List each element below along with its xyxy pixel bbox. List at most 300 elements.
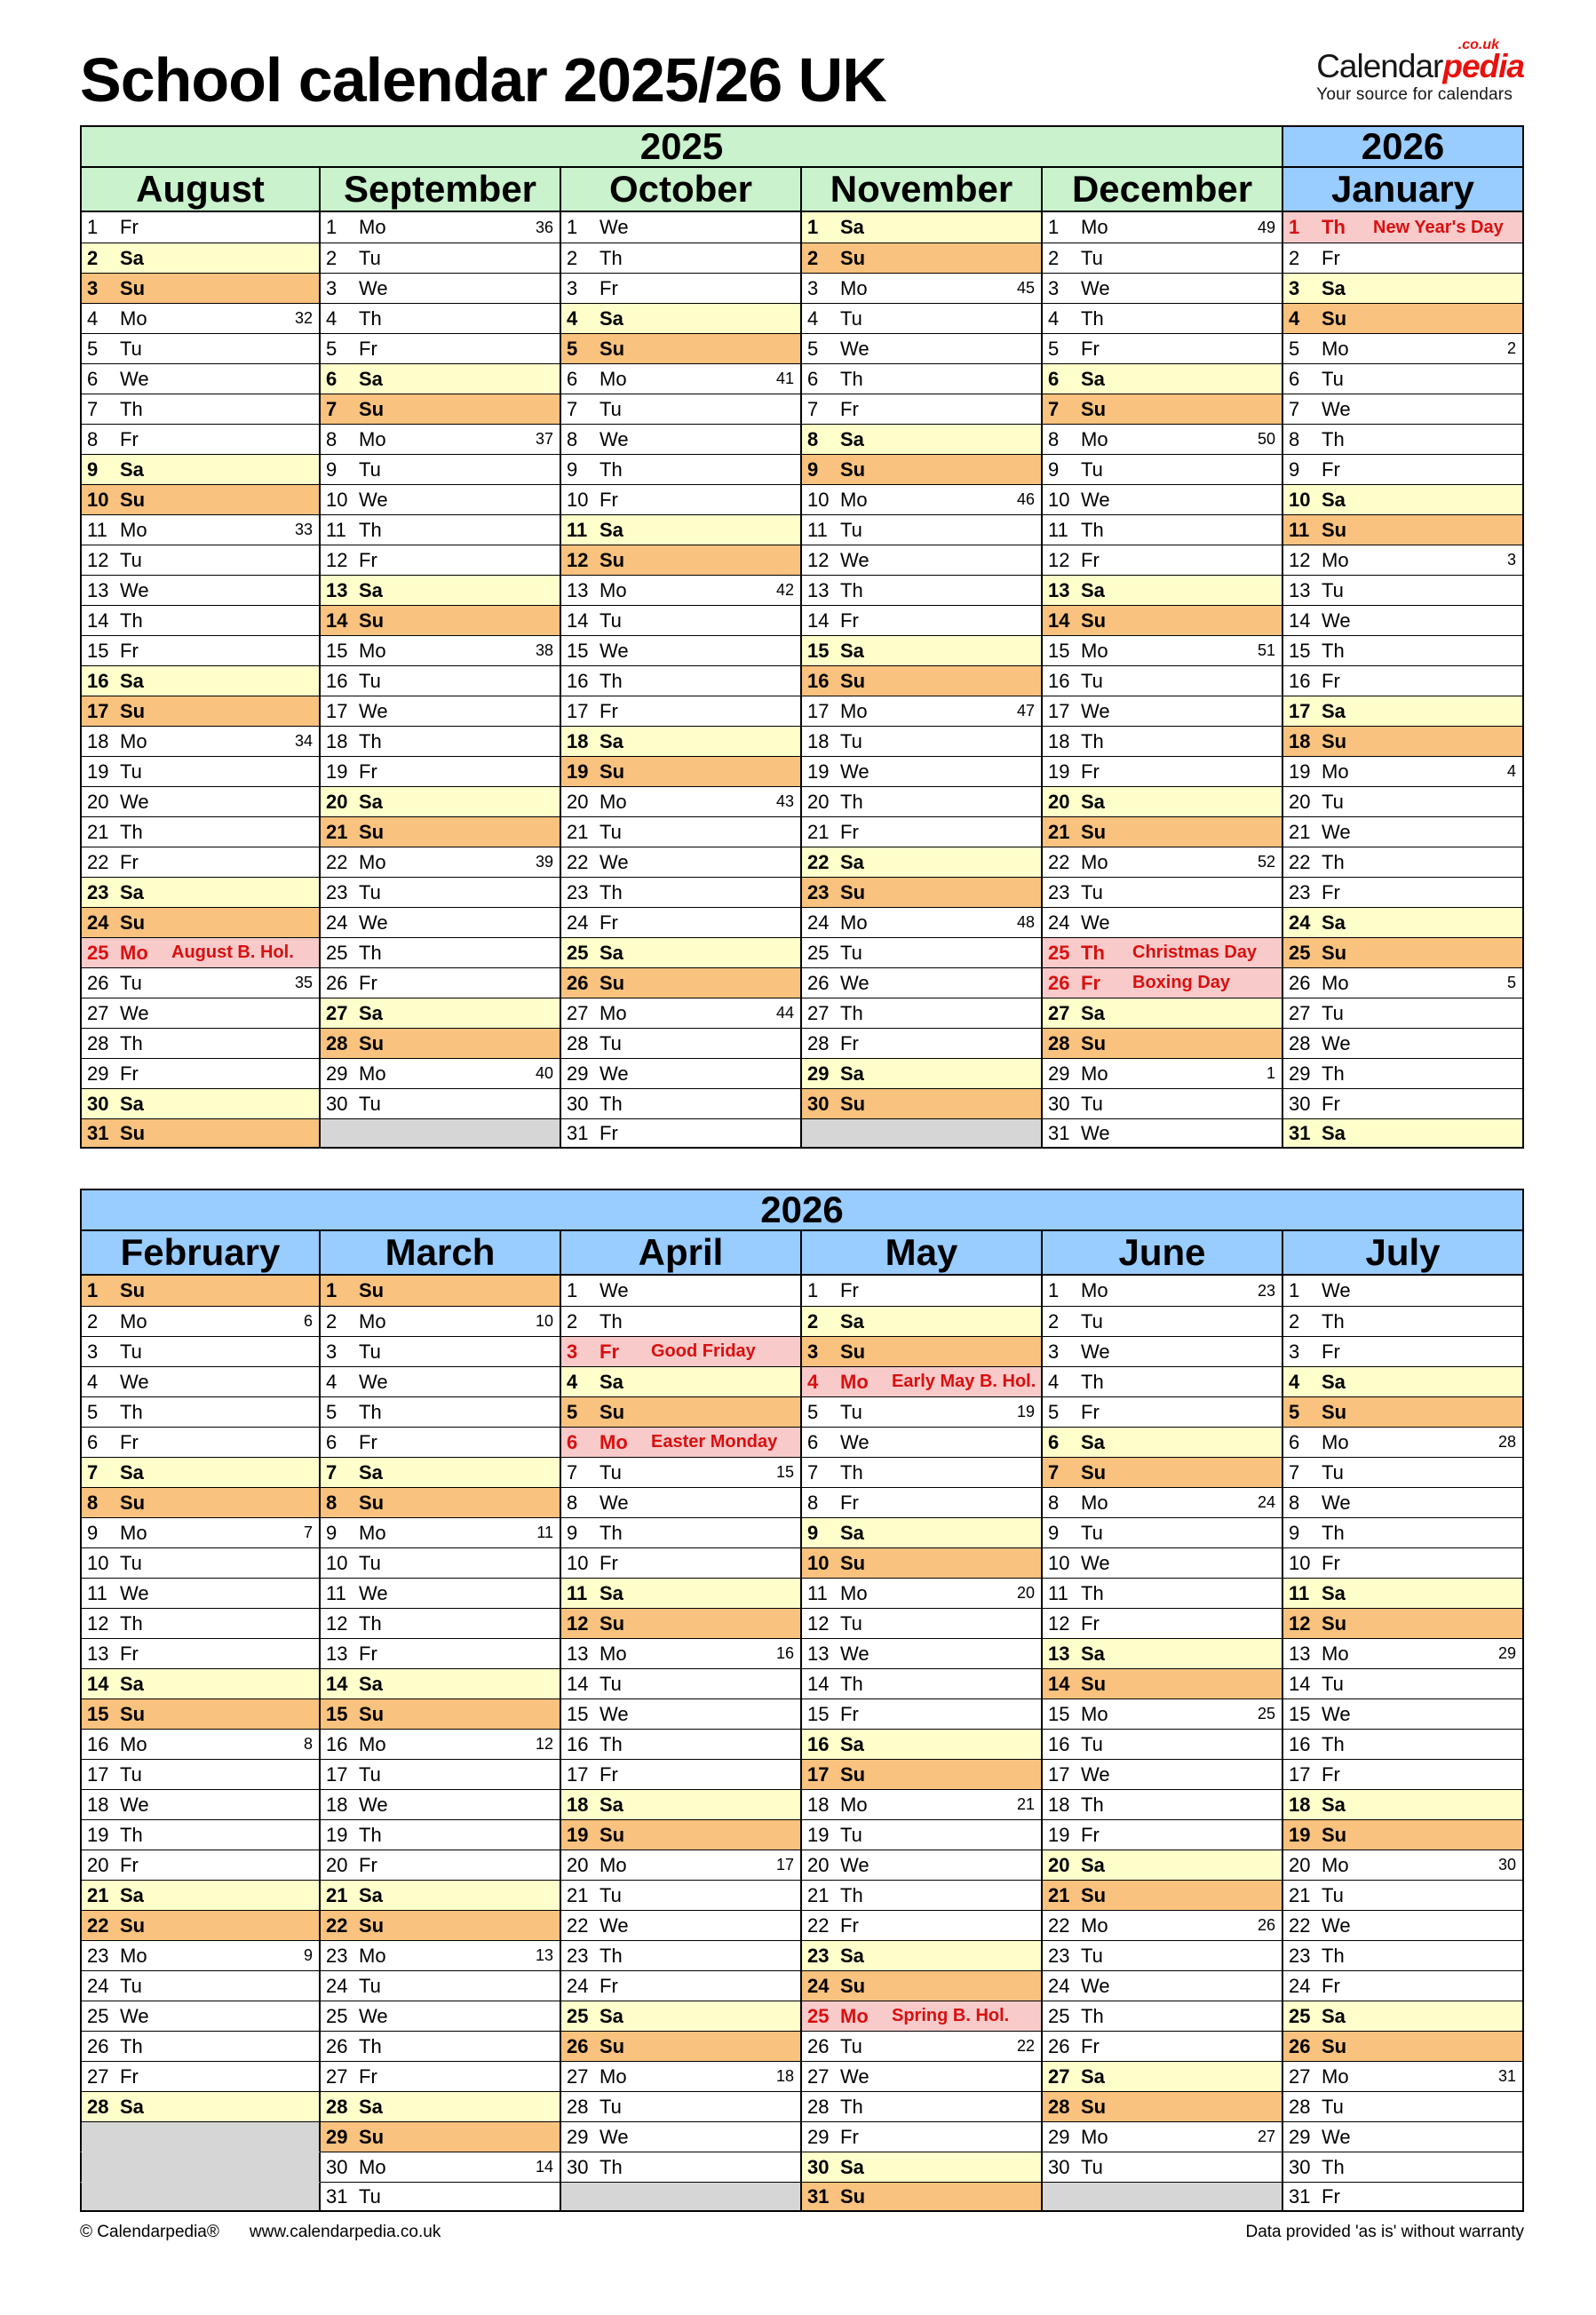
- day-number: 25: [326, 941, 348, 964]
- day-cell-december-4: [1043, 303, 1283, 333]
- day-number: 23: [326, 880, 348, 903]
- day-number: 19: [807, 760, 830, 783]
- day-number: 18: [567, 729, 589, 752]
- month-header-january: January: [1283, 168, 1524, 212]
- weekday-label: Th: [359, 729, 382, 752]
- day-number: 29: [1048, 1062, 1070, 1085]
- weekday-label: Tu: [1322, 1460, 1344, 1484]
- day-number: 16: [1289, 1732, 1311, 1755]
- day-cell-may-24: [802, 1970, 1043, 2001]
- weekday-label: Sa: [840, 1944, 864, 1967]
- day-number: 26: [1048, 2034, 1070, 2057]
- weekday-label: Su: [599, 548, 625, 571]
- weekday-label: Tu: [120, 548, 142, 571]
- day-cell-december-9: [1043, 454, 1283, 484]
- day-cell-january-26: [1283, 967, 1524, 998]
- page-header: [80, 37, 1524, 123]
- day-cell-october-17: [561, 696, 802, 726]
- day-cell-august-23: [80, 877, 321, 907]
- year-band-2026: 2026: [80, 1189, 1524, 1231]
- day-cell-november-21: [802, 816, 1043, 847]
- weekday-label: Sa: [359, 1001, 383, 1024]
- day-cell-january-25: [1283, 937, 1524, 967]
- weekday-label: Tu: [1322, 367, 1344, 390]
- day-cell-march-7: [321, 1457, 561, 1487]
- day-number: 6: [807, 367, 819, 390]
- weekday-label: Tu: [120, 1974, 142, 1997]
- weekday-label: Fr: [599, 1121, 618, 1144]
- day-number: 13: [1048, 578, 1070, 601]
- weekday-label: Th: [599, 669, 623, 692]
- weekday-label: Sa: [120, 1460, 144, 1484]
- day-number: 5: [567, 337, 578, 360]
- weekday-label: Th: [120, 397, 143, 420]
- weekday-label: Tu: [840, 518, 862, 541]
- day-cell-september-21: [321, 816, 561, 847]
- day-number: 25: [87, 941, 109, 964]
- day-cell-january-23: [1283, 877, 1524, 907]
- day-number: 28: [807, 2095, 830, 2118]
- day-cell-june-21: [1043, 1880, 1283, 1910]
- day-number: 17: [1289, 1762, 1311, 1786]
- weekday-label: Su: [359, 820, 385, 843]
- weekday-label: Sa: [599, 2004, 623, 2027]
- day-cell-june-25: [1043, 2001, 1283, 2031]
- day-cell-may-30: [802, 2152, 1043, 2182]
- weekday-label: Sa: [840, 2155, 864, 2178]
- weekday-label: Th: [120, 2034, 143, 2057]
- day-number: 2: [87, 1309, 99, 1333]
- weekday-label: Tu: [359, 2184, 381, 2208]
- day-number: 16: [807, 669, 830, 692]
- day-cell-october-6: [561, 363, 802, 394]
- day-cell-august-3: [80, 273, 321, 303]
- weekday-label: Tu: [1081, 246, 1103, 269]
- day-cell-november-27: [802, 998, 1043, 1028]
- day-cell-july-14: [1283, 1668, 1524, 1698]
- day-number: 29: [1048, 2125, 1070, 2148]
- weekday-label: Tu: [120, 1762, 142, 1786]
- day-number: 2: [1048, 1309, 1060, 1333]
- week-number: 25: [1257, 1705, 1275, 1722]
- weekday-label: We: [1081, 488, 1110, 511]
- day-number: 30: [1048, 2155, 1070, 2178]
- day-number: 2: [567, 1309, 578, 1333]
- day-cell-march-28: [321, 2091, 561, 2121]
- day-cell-march-26: [321, 2031, 561, 2061]
- day-number: 16: [1289, 669, 1311, 692]
- week-number: 4: [1506, 762, 1516, 780]
- day-number: 8: [1048, 427, 1060, 450]
- weekday-label: Fr: [359, 548, 377, 571]
- weekday-label: Su: [1081, 609, 1107, 632]
- day-cell-april-15: [561, 1698, 802, 1729]
- day-number: 2: [326, 1309, 337, 1333]
- day-number: 23: [326, 1944, 348, 1967]
- weekday-label: We: [1322, 820, 1351, 843]
- day-number: 1: [567, 1279, 578, 1301]
- day-cell-january-6: [1283, 363, 1524, 394]
- weekday-label: Fr: [359, 1853, 377, 1876]
- day-number: 17: [1289, 699, 1311, 722]
- day-number: 25: [807, 941, 830, 964]
- day-cell-july-18: [1283, 1789, 1524, 1819]
- weekday-label: Fr: [840, 820, 859, 843]
- weekday-label: Su: [840, 2184, 866, 2208]
- weekday-label: Mo: [1322, 760, 1349, 783]
- weekday-label: Th: [599, 1521, 623, 1544]
- day-number: 20: [1289, 1853, 1311, 1876]
- day-number: 12: [326, 548, 348, 571]
- day-number: 30: [326, 1092, 348, 1115]
- day-number: 18: [326, 1793, 348, 1816]
- weekday-label: We: [1081, 1121, 1110, 1144]
- weekday-label: Sa: [120, 246, 144, 269]
- day-number: 17: [1048, 699, 1070, 722]
- day-number: 9: [87, 457, 99, 481]
- day-cell-january-18: [1283, 726, 1524, 756]
- weekday-label: Tu: [1081, 1309, 1103, 1333]
- day-cell-august-28: [80, 1028, 321, 1058]
- weekday-label: Tu: [1322, 1672, 1344, 1695]
- day-number: 30: [807, 1092, 830, 1115]
- weekday-label: Th: [1322, 1732, 1345, 1755]
- day-number: 9: [1289, 1521, 1300, 1544]
- weekday-label: Tu: [599, 1031, 622, 1054]
- day-number: 28: [326, 2095, 348, 2118]
- day-cell-april-13: [561, 1638, 802, 1668]
- day-number: 1: [87, 1279, 99, 1301]
- day-cell-may-15: [802, 1698, 1043, 1729]
- day-number: 30: [326, 2155, 348, 2178]
- weekday-label: Sa: [599, 306, 623, 330]
- weekday-label: Mo: [1322, 548, 1349, 571]
- day-number: 19: [326, 1823, 348, 1846]
- day-cell-march-18: [321, 1789, 561, 1819]
- day-cell-april-21: [561, 1880, 802, 1910]
- day-cell-april-10: [561, 1547, 802, 1578]
- week-number: 52: [1257, 853, 1275, 871]
- day-cell-april-17: [561, 1759, 802, 1789]
- day-cell-january-30: [1283, 1088, 1524, 1118]
- day-number: 22: [1048, 850, 1070, 873]
- day-number: 22: [567, 850, 589, 873]
- day-number: 6: [1048, 367, 1060, 390]
- weekday-label: Su: [120, 699, 146, 722]
- day-cell-july-13: [1283, 1638, 1524, 1668]
- day-cell-october-8: [561, 424, 802, 454]
- weekday-label: Fr: [1322, 1092, 1340, 1115]
- weekday-label: Su: [1322, 941, 1347, 964]
- day-number: 29: [807, 1062, 830, 1085]
- day-number: 7: [807, 397, 819, 420]
- day-number: 6: [1289, 367, 1300, 390]
- weekday-label: Sa: [359, 367, 383, 390]
- day-number: 14: [1289, 1672, 1311, 1695]
- day-cell-december-10: [1043, 484, 1283, 514]
- day-cell-may-7: [802, 1457, 1043, 1487]
- day-number: 10: [1289, 1551, 1311, 1574]
- calendarpedia-logo: [1316, 37, 1524, 104]
- day-cell-march-9: [321, 1517, 561, 1547]
- week-number: 14: [535, 2158, 553, 2176]
- day-cell-october-29: [561, 1058, 802, 1088]
- weekday-label: Th: [840, 1460, 863, 1484]
- day-cell-may-5: [802, 1396, 1043, 1427]
- day-number: 30: [87, 1092, 109, 1115]
- week-number: 49: [1257, 218, 1275, 236]
- weekday-label: Th: [599, 1732, 623, 1755]
- day-number: 4: [326, 306, 337, 330]
- day-number: 27: [807, 1001, 830, 1024]
- day-number: 4: [1048, 306, 1060, 330]
- day-number: 9: [326, 457, 337, 481]
- day-cell-october-22: [561, 847, 802, 877]
- day-cell-november-4: [802, 303, 1043, 333]
- day-cell-may-21: [802, 1880, 1043, 1910]
- day-cell-december-24: [1043, 907, 1283, 937]
- day-number: 30: [807, 2155, 830, 2178]
- day-cell-november-18: [802, 726, 1043, 756]
- day-number: 20: [567, 1853, 589, 1876]
- day-cell-april-26: [561, 2031, 802, 2061]
- weekday-label: Tu: [359, 457, 381, 481]
- weekday-label: Sa: [1322, 911, 1346, 934]
- weekday-label: Su: [599, 760, 625, 783]
- weekday-label: Mo: [599, 2064, 627, 2088]
- day-number: 9: [1289, 457, 1300, 481]
- day-cell-october-10: [561, 484, 802, 514]
- day-cell-may-26: [802, 2031, 1043, 2061]
- weekday-label: Tu: [599, 609, 622, 632]
- day-number: 11: [326, 1581, 346, 1604]
- weekday-label: Su: [1322, 1611, 1347, 1635]
- day-cell-october-12: [561, 545, 802, 575]
- day-cell-november-13: [802, 575, 1043, 605]
- page-title: School calendar 2025/26 UK: [80, 45, 886, 115]
- weekday-label: Su: [1081, 397, 1107, 420]
- month-header-april: April: [561, 1231, 802, 1276]
- day-number: 31: [807, 2184, 830, 2208]
- day-cell-august-2: [80, 243, 321, 273]
- weekday-label: Fr: [599, 1974, 618, 1997]
- day-cell-june-1: [1043, 1276, 1283, 1306]
- day-cell-september-25: [321, 937, 561, 967]
- day-number: 12: [807, 1611, 830, 1635]
- week-number: 34: [294, 732, 313, 750]
- day-cell-december-8: [1043, 424, 1283, 454]
- weekday-label: We: [359, 699, 388, 722]
- day-number: 8: [326, 1491, 337, 1514]
- week-number: 39: [535, 853, 553, 871]
- weekday-label: We: [840, 971, 869, 994]
- day-number: 13: [567, 1642, 589, 1665]
- day-number: 17: [326, 699, 348, 722]
- weekday-label: Mo: [359, 639, 386, 662]
- day-number: 3: [326, 1340, 337, 1363]
- weekday-label: Mo: [1081, 1279, 1108, 1301]
- day-cell-february-8: [80, 1487, 321, 1517]
- day-number: 21: [807, 820, 830, 843]
- day-cell-february-19: [80, 1819, 321, 1850]
- day-cell-june-19: [1043, 1819, 1283, 1850]
- day-cell-april-3: [561, 1336, 802, 1366]
- day-number: 4: [807, 1370, 819, 1393]
- day-number: 7: [567, 397, 578, 420]
- day-number: 20: [807, 1853, 830, 1876]
- day-cell-august-22: [80, 847, 321, 877]
- day-number: 24: [567, 911, 589, 934]
- weekday-label: Sa: [120, 669, 144, 692]
- day-number: 10: [87, 1551, 109, 1574]
- day-number: 10: [326, 1551, 348, 1574]
- day-cell-september-9: [321, 454, 561, 484]
- day-cell-july-10: [1283, 1547, 1524, 1578]
- weekday-label: Su: [1081, 1031, 1107, 1054]
- weekday-label: Fr: [840, 1702, 859, 1725]
- day-number: 14: [87, 609, 109, 632]
- day-cell-september-15: [321, 635, 561, 665]
- day-number: 13: [1048, 1642, 1070, 1665]
- weekday-label: Mo: [1081, 1491, 1108, 1514]
- weekday-label: Sa: [1081, 1642, 1105, 1665]
- weekday-label: Th: [120, 1400, 143, 1423]
- day-number: 28: [87, 2095, 109, 2118]
- day-cell-july-1: [1283, 1276, 1524, 1306]
- week-number: 29: [1497, 1644, 1516, 1662]
- day-number: 1: [1289, 1279, 1300, 1301]
- weekday-label: Sa: [1322, 488, 1346, 511]
- weekday-label: Fr: [120, 850, 139, 873]
- day-number: 8: [567, 427, 578, 450]
- day-cell-october-16: [561, 665, 802, 696]
- weekday-label: Th: [599, 1944, 623, 1967]
- weekday-label: We: [1081, 699, 1110, 722]
- day-cell-february-18: [80, 1789, 321, 1819]
- day-cell-december-16: [1043, 665, 1283, 696]
- day-number: 24: [1289, 1974, 1311, 1997]
- month-header-november: November: [802, 168, 1043, 212]
- day-number: 21: [567, 820, 589, 843]
- day-number: 28: [326, 1031, 348, 1054]
- day-number: 28: [87, 1031, 109, 1054]
- week-number: 45: [1016, 279, 1035, 297]
- weekday-label: Tu: [840, 2034, 862, 2057]
- day-number: 12: [1048, 548, 1070, 571]
- weekday-label: Fr: [1322, 1974, 1340, 1997]
- week-number: 35: [294, 974, 313, 991]
- weekday-label: Su: [359, 397, 385, 420]
- day-cell-august-20: [80, 786, 321, 816]
- day-number: 8: [807, 1491, 819, 1514]
- day-number: 18: [807, 1793, 830, 1816]
- day-number: 16: [567, 669, 589, 692]
- day-cell-november-19: [802, 756, 1043, 786]
- day-number: 18: [1048, 1793, 1070, 1816]
- weekday-label: Th: [359, 518, 382, 541]
- weekday-label: Tu: [1081, 457, 1103, 481]
- day-number: 7: [1048, 397, 1060, 420]
- weekday-label: Sa: [599, 729, 623, 752]
- day-cell-april-14: [561, 1668, 802, 1698]
- day-number: 21: [87, 820, 109, 843]
- weekday-label: Th: [120, 1031, 143, 1054]
- holiday-label: August B. Hol.: [171, 943, 294, 962]
- day-cell-september-30: [321, 1088, 561, 1118]
- week-number: 1: [1266, 1064, 1275, 1082]
- day-number: 3: [807, 276, 819, 299]
- month-header-december: December: [1043, 168, 1283, 212]
- day-number: 21: [1048, 820, 1070, 843]
- day-number: 4: [567, 1370, 578, 1393]
- weekday-label: Mo: [120, 306, 147, 330]
- day-number: 4: [567, 306, 578, 330]
- day-cell-march-2: [321, 1306, 561, 1336]
- weekday-label: Su: [359, 1913, 385, 1937]
- day-number: 16: [87, 1732, 109, 1755]
- weekday-label: Su: [359, 1031, 385, 1054]
- week-number: 5: [1506, 974, 1516, 991]
- weekday-label: We: [1081, 1762, 1110, 1786]
- day-number: 10: [807, 488, 830, 511]
- weekday-label: Th: [1081, 1793, 1104, 1816]
- day-number: 13: [807, 1642, 830, 1665]
- day-cell-january-21: [1283, 816, 1524, 847]
- day-cell-april-12: [561, 1608, 802, 1638]
- day-number: 10: [1048, 488, 1070, 511]
- day-cell-february-13: [80, 1638, 321, 1668]
- week-number: 40: [535, 1064, 553, 1082]
- weekday-label: Tu: [1081, 669, 1103, 692]
- day-cell-june-5: [1043, 1396, 1283, 1427]
- weekday-label: We: [1322, 609, 1351, 632]
- weekday-label: Sa: [1081, 1430, 1105, 1453]
- day-number: 27: [326, 2064, 348, 2088]
- weekday-label: Sa: [599, 1793, 623, 1816]
- day-number: 15: [326, 1702, 348, 1725]
- weekday-label: Tu: [120, 971, 142, 994]
- weekday-label: Fr: [1081, 337, 1100, 360]
- day-number: 4: [1048, 1370, 1060, 1393]
- logo-text-pedia: pedia: [1442, 48, 1524, 84]
- weekday-label: Mo: [359, 1309, 386, 1333]
- weekday-label: Mo: [840, 911, 868, 934]
- day-number: 2: [1048, 246, 1060, 269]
- day-cell-september-24: [321, 907, 561, 937]
- week-number: 24: [1257, 1493, 1275, 1511]
- day-cell-november-22: [802, 847, 1043, 877]
- day-number: 11: [1048, 1581, 1068, 1604]
- weekday-label: Mo: [359, 2155, 386, 2178]
- weekday-label: Sa: [359, 1672, 383, 1695]
- day-cell-october-9: [561, 454, 802, 484]
- day-number: 8: [326, 427, 337, 450]
- day-cell-march-4: [321, 1366, 561, 1396]
- day-cell-july-12: [1283, 1608, 1524, 1638]
- weekday-label: Mo: [599, 790, 627, 813]
- day-number: 13: [326, 1642, 348, 1665]
- day-cell-february-12: [80, 1608, 321, 1638]
- day-number: 11: [1289, 1581, 1310, 1604]
- weekday-label: Su: [840, 457, 866, 481]
- day-number: 1: [1289, 216, 1300, 238]
- day-number: 29: [1289, 2125, 1311, 2148]
- day-cell-july-16: [1283, 1729, 1524, 1759]
- day-cell-february-10: [80, 1547, 321, 1578]
- page-footer: [80, 2223, 1524, 2242]
- weekday-label: Su: [359, 1279, 385, 1301]
- day-number: 11: [1048, 518, 1068, 541]
